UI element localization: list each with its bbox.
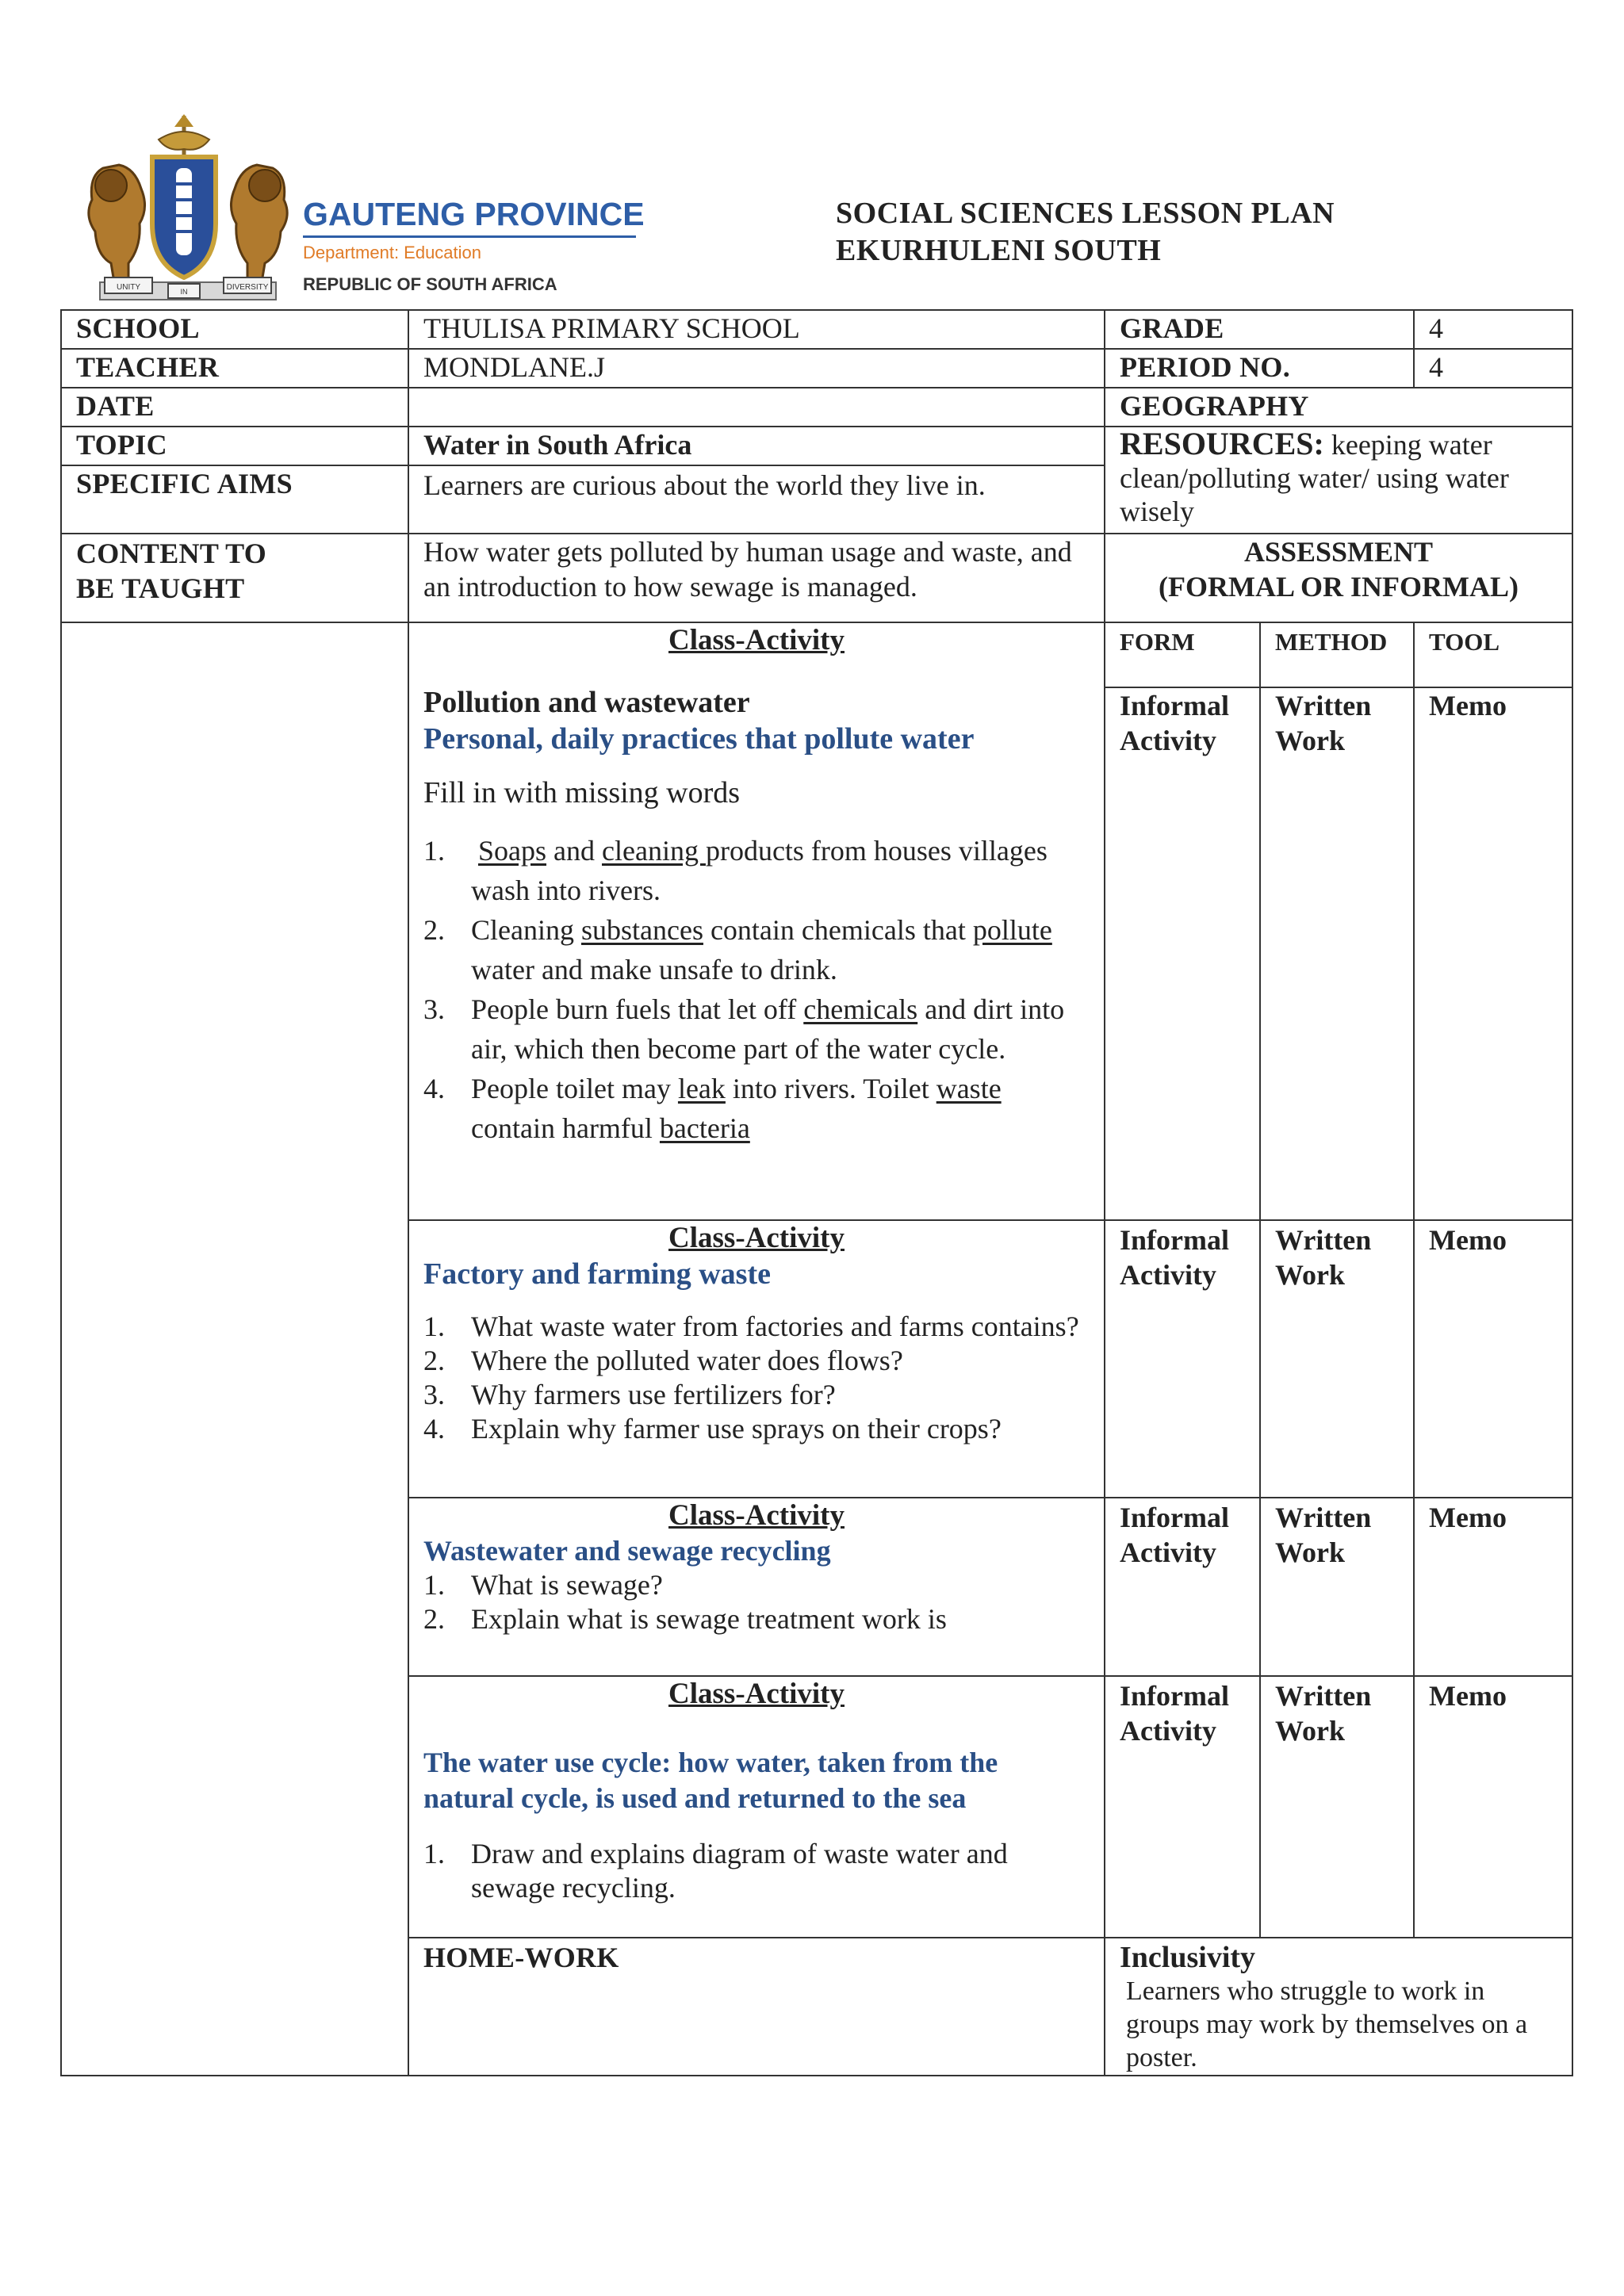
content-label-line-1: CONTENT TO [76, 538, 267, 569]
list-item: 4. People toilet may leak into rivers. Toilet waste contain harmful bacteria [423, 1073, 1002, 1144]
teacher-value: MONDLANE.J [408, 349, 1105, 388]
homework-title: Inclusivity [1120, 1941, 1256, 1974]
content-value: How water gets polluted by human usage and waste, and an introduction to how sewage is managed. [408, 534, 1105, 622]
activity-1-instruction: Fill in with missing words [423, 776, 741, 809]
list-item: 1. What waste water from factories and farms contains? [423, 1311, 1079, 1342]
coat-of-arms-icon [73, 113, 303, 303]
table-row [61, 534, 1572, 622]
lesson-plan-table [60, 309, 1573, 2076]
logo-country: REPUBLIC OF SOUTH AFRICA [303, 274, 557, 295]
table-row [61, 310, 1572, 349]
list-item: 1. Soaps and cleaning products from houses villages wash into rivers. [423, 835, 1048, 906]
page-title [836, 195, 1335, 270]
assessment-title: ASSESSMENT [1243, 536, 1434, 568]
activity-4-questions [423, 1837, 1090, 1905]
activity-1-title: Pollution and wastewater [423, 686, 750, 719]
method-cell: Written Work [1260, 687, 1414, 1220]
tool-cell: Memo [1414, 687, 1572, 1220]
table-row [61, 388, 1572, 427]
list-item: 3. Why farmers use fertilizers for? [423, 1379, 836, 1410]
answer-blank: bacteria [659, 1112, 750, 1144]
content-label [61, 534, 408, 622]
topic-value: Water in South Africa [408, 427, 1105, 465]
form-cell: Informal Activity [1105, 1220, 1260, 1498]
answer-blank: cleaning [602, 835, 706, 867]
method-cell: Written Work [1260, 1498, 1414, 1676]
crest-banner-mid: IN [180, 288, 188, 296]
method-cell: Written Work [1260, 1220, 1414, 1498]
answer-blank: waste [936, 1073, 1002, 1104]
answer-blank: substances [580, 914, 703, 946]
answer-blank: Soaps [478, 835, 547, 867]
grade-label: GRADE [1105, 310, 1414, 349]
date-label: DATE [61, 388, 408, 427]
resources-label: RESOURCES: [1120, 426, 1324, 461]
period-label: PERIOD NO. [1105, 349, 1414, 388]
list-item: 2. Cleaning substances contain chemicals that pollute water and make unsafe to drink. [423, 914, 1052, 985]
activity-2-cell [408, 1220, 1105, 1498]
grade-value: 4 [1414, 310, 1572, 349]
topic-label: TOPIC [61, 427, 408, 465]
activity-2-subtitle: Factory and farming waste [423, 1257, 771, 1291]
subject-label: GEOGRAPHY [1105, 388, 1572, 427]
logo-text [303, 198, 645, 295]
list-item: 3. People burn fuels that let off chemicals and dirt into air, which then become part of the water cycle. [423, 993, 1065, 1065]
list-item: 1. Draw and explains diagram of waste water and sewage recycling. [423, 1838, 1008, 1904]
form-column-header: FORM [1105, 622, 1260, 687]
form-cell: Informal Activity [1105, 687, 1260, 1220]
activity-1-cell [408, 622, 1105, 1220]
homework-text: Learners who struggle to work in groups may work by themselves on a poster. [1126, 1976, 1528, 2072]
answer-blank: pollute [972, 914, 1052, 946]
logo-title: GAUTENG PROVINCE [303, 196, 645, 232]
list-item: 1. What is sewage? [423, 1569, 663, 1601]
activity-2-heading: Class-Activity [668, 1222, 845, 1254]
resources-value: keeping water clean/polluting water/ using water wisely [1120, 429, 1509, 527]
crest-banner-right: DIVERSITY [226, 283, 269, 292]
activity-3-questions [423, 1568, 1090, 1636]
content-label-line-2: BE TAUGHT [76, 572, 245, 604]
table-row [61, 349, 1572, 388]
teacher-label: TEACHER [61, 349, 408, 388]
activity-2-questions [423, 1310, 1090, 1446]
department-logo [73, 113, 644, 303]
tool-column-header: TOOL [1414, 622, 1572, 687]
activity-4-subtitle: The water use cycle: how water, taken from the natural cycle, is used and returned to the sea [423, 1747, 998, 1814]
assessment-header [1105, 534, 1572, 622]
answer-blank: leak [677, 1073, 726, 1104]
tool-cell: Memo [1414, 1498, 1572, 1676]
list-item: 4. Explain why farmer use sprays on their crops? [423, 1413, 1002, 1445]
form-cell: Informal Activity [1105, 1676, 1260, 1938]
school-value: THULISA PRIMARY SCHOOL [408, 310, 1105, 349]
period-value: 4 [1414, 349, 1572, 388]
logo-department: Department: Education [303, 243, 482, 262]
table-row [61, 622, 1572, 687]
activity-4-cell [408, 1676, 1105, 1938]
activity-1-questions [423, 831, 1090, 1148]
activity-3-heading: Class-Activity [668, 1499, 845, 1532]
assessment-type: (FORMAL OR INFORMAL) [1159, 571, 1519, 603]
list-item: 2. Explain what is sewage treatment work is [423, 1603, 947, 1635]
table-row [61, 427, 1572, 465]
specific-aims-label: SPECIFIC AIMS [61, 465, 408, 534]
list-item: 2. Where the polluted water does flows? [423, 1345, 903, 1376]
activity-1-heading: Class-Activity [668, 624, 845, 656]
homework-cell [1105, 1938, 1572, 2076]
tool-cell: Memo [1414, 1676, 1572, 1938]
crest-banner-left: UNITY [117, 283, 140, 292]
tool-cell: Memo [1414, 1220, 1572, 1498]
date-value [408, 388, 1105, 427]
activity-3-cell [408, 1498, 1105, 1676]
activity-1-subtitle: Personal, daily practices that pollute water [423, 722, 975, 756]
method-cell: Written Work [1260, 1676, 1414, 1938]
answer-blank: chemicals [803, 993, 918, 1025]
activity-4-heading: Class-Activity [668, 1678, 845, 1710]
homework-label: HOME-WORK [408, 1938, 1105, 2076]
activity-3-subtitle: Wastewater and sewage recycling [423, 1535, 831, 1567]
left-blank-cell [61, 622, 408, 2076]
school-label: SCHOOL [61, 310, 408, 349]
page-title-line-2: EKURHULENI SOUTH [836, 234, 1162, 267]
form-cell: Informal Activity [1105, 1498, 1260, 1676]
logo-divider [303, 235, 636, 238]
specific-aims-value: Learners are curious about the world they live in. [408, 465, 1105, 534]
page-title-line-1: SOCIAL SCIENCES LESSON PLAN [836, 197, 1335, 230]
method-column-header: METHOD [1260, 622, 1414, 687]
resources-cell [1105, 427, 1572, 534]
